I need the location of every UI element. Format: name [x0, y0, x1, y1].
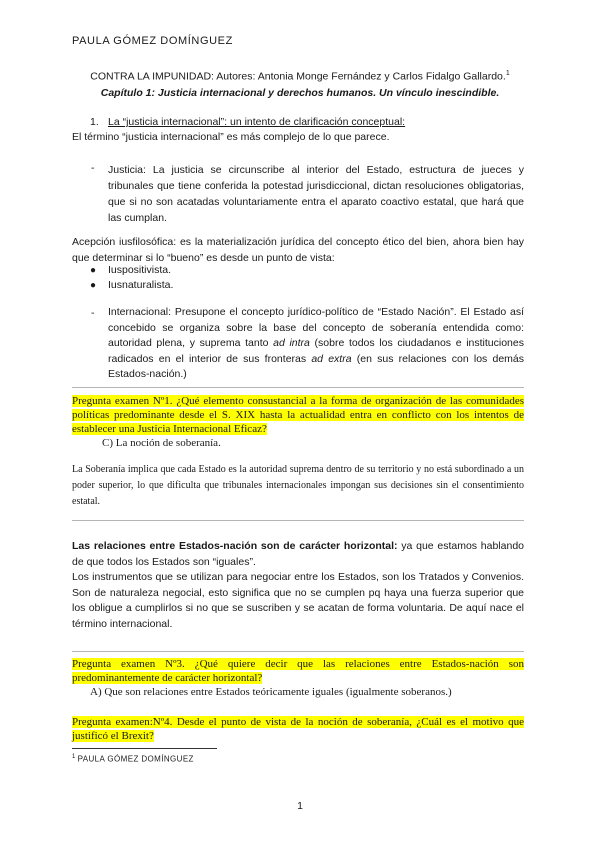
section-heading: La “justicia internacional”: un intento de clarificación conceptual: [108, 116, 406, 128]
section-number: 1. [90, 116, 99, 128]
ad-intra-term: ad intra [273, 337, 310, 349]
footnote-rule [72, 748, 217, 749]
footnote [72, 754, 194, 764]
internacional-text-b: (sobre todos los ciudadanos e instituciones radicados en el interior de sus fronteras [108, 337, 524, 365]
exam-question-4-text: Pregunta examen:Nº4. Desde el punto de vista de la noción de soberanía, ¿Cuál es el motivo que justificó el Brexit? [72, 716, 524, 742]
bullet-icon: ● [90, 265, 97, 276]
instrumentos-paragraph: Los instrumentos que se utilizan para negociar entre los Estados, son los Tratados y Convenios. Son de naturaleza negocial, esto significa que no se cumplen pq haya una fuerza superior que los obligue a cumplirlos si no que se suscriben y se acatan de forma voluntaria. De aquí nace el término internacional. [72, 571, 524, 630]
internacional-text-a: Internacional: Presupone el concepto jurídico-político de “Estado Nación”. El Estado así concebido se organiza sobre la base del concepto de soberanía entendida como: autoridad plena, y suprema tanto [108, 306, 524, 349]
exam-question-1-text: Pregunta examen Nº1. ¿Qué elemento consustancial a la forma de organización de las comunidades políticas predominante desde el S. XIX hasta la actualidad entra en conflicto con los intentos de establecer una Justicia Internacional Eficaz? [72, 395, 524, 435]
dash-marker: - [91, 162, 95, 174]
bullet-icon: ● [90, 280, 97, 291]
justicia-paragraph: Justicia: La justicia se circunscribe al interior del Estado, estructura de jueces y tribunales que tiene conferida la potestad jurisdiccional, dictan resoluciones obligatorias, que si no son acatadas voluntariamente entra el aparato coactivo estatal, que hará que las cumplan. [108, 164, 524, 224]
divider [72, 387, 524, 388]
exam-question-1 [72, 394, 524, 436]
chapter-title: Capítulo 1: Justicia internacional y derechos humanos. Un vínculo inescindible. [100, 87, 500, 99]
footnote-number: 1 [72, 754, 76, 760]
bullet-item: Iusnaturalista. [108, 279, 174, 291]
section-intro: El término “justicia internacional” es más complejo de lo que parece. [72, 131, 390, 143]
exam-question-3-text: Pregunta examen Nº3. ¿Qué quiere decir que las relaciones entre Estados-nación son predominantemente de carácter horizontal? [72, 658, 524, 684]
bullet-item: Iuspositivista. [108, 264, 172, 276]
footnote-text: PAULA GÓMEZ DOMÍNGUEZ [77, 754, 194, 764]
exam-question-3 [72, 657, 524, 685]
divider [72, 520, 524, 521]
exam-question-4 [72, 715, 524, 743]
exam-explanation-1: La Soberanía implica que cada Estado es la autoridad suprema dentro de su territorio y no está subordinado a un poder superior, lo que dificulta que tribunales internacionales impongan sus decisiones sin el consentimiento estatal. [72, 464, 524, 507]
divider [72, 651, 524, 652]
internacional-paragraph [108, 305, 524, 383]
ad-extra-term: ad extra [311, 352, 352, 365]
footnote-ref[interactable]: 1 [505, 70, 510, 77]
book-title-text: CONTRA LA IMPUNIDAD: Autores: Antonia Monge Fernández y Carlos Fidalgo Gallardo. [90, 70, 506, 83]
exam-answer-1: C) La noción de soberanía. [102, 437, 221, 449]
internacional-text-c: (en sus relaciones con los demás Estados-nación.) [108, 352, 524, 380]
relaciones-paragraph [72, 539, 524, 570]
dash-marker: - [91, 307, 95, 319]
relaciones-bold: Las relaciones entre Estados-nación son de carácter horizontal: [72, 540, 398, 552]
acepcion-paragraph: Acepción iusfilosófica: es la materialización jurídica del concepto ético del bien, ahora bien hay que determinar si lo “bueno” es desde un punto de vista: [72, 236, 524, 264]
exam-answer-3: A) Que son relaciones entre Estados teóricamente iguales (igualmente soberanos.) [90, 686, 452, 698]
book-title [0, 70, 600, 83]
page-number: 1 [297, 800, 303, 812]
page-header-author: PAULA GÓMEZ DOMÍNGUEZ [72, 35, 233, 47]
relaciones-rest: ya que estamos hablando de que todos los Estados son “iguales”. [72, 540, 524, 568]
